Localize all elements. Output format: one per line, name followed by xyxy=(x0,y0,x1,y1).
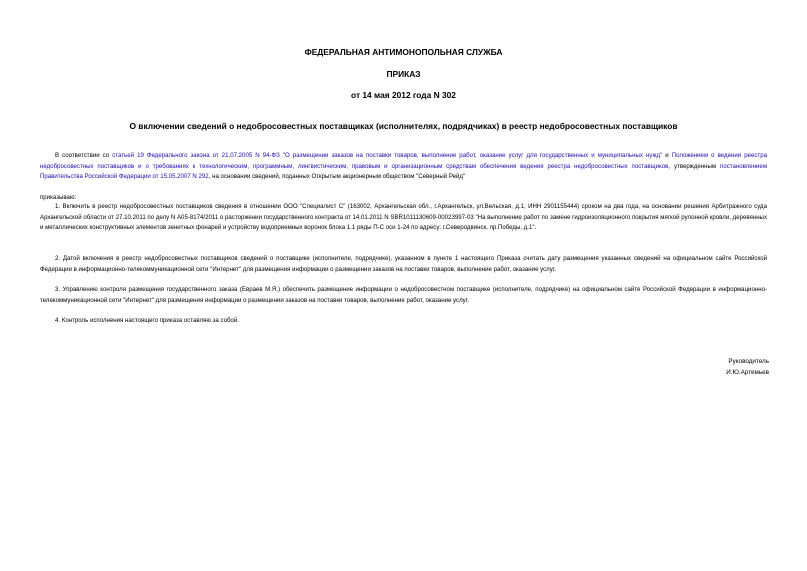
intro-text-1: В соответствии со xyxy=(55,152,113,159)
intro-text-2: и xyxy=(662,152,672,159)
document-type: ПРИКАЗ xyxy=(386,69,421,79)
signature-block xyxy=(726,357,769,378)
order-item-4: 4. Контроль исполнения настоящего приказа оставляю за собой. xyxy=(55,317,239,324)
order-word: приказываю: xyxy=(40,194,77,201)
order-item-1: 1. Включить в реестр недобросовестных поставщиков сведения в отношении ООО "Специалист С" (163002, Архангельская обл., г.Архангельск, ул.Вельская, д.1, ИНН 2901155444) сроком на два года, на основании решения Арбитражного суда Архангельской области от 27.10.2011 по делу N А05-8174/2011 о расторжении государственного контракта от 14.01.2011 N SBR1011130609-00023997-03 "На выполнение работ по замене гидроизоляционного покрытия мягкой рулонной кровли, деревянных и металлических конструктивных элементов зенитных фонарей и устройству водоприемных воронок блока 1.1 ряды П-С оси 1-24 по адресу: г.Северодвинск, пр.Победы, д.1". xyxy=(40,203,767,232)
law-article-link[interactable]: статьей 19 Федерального закона от 21.07.2005 N 94-ФЗ "О размещении заказов на поставки товаров, выполнение работ, оказание услуг для государственных и муниципальных нужд" xyxy=(112,152,663,159)
document-title: О включении сведений о недобросовестных поставщиках (исполнителях, подрядчиках) в реестр недобросовестных поставщиков xyxy=(129,121,678,131)
signatory-name: И.Ю.Артемьев xyxy=(726,368,769,376)
intro-text-4: , на основании сведений, поданных Открытым акционерным обществом "Северный Рейд" xyxy=(208,173,466,181)
order-item-2: 2. Датой включения в реестр недобросовестных поставщиков сведений о поставщике (исполнителе, подрядчике), указанном в пункте 1 настоящего Приказа считать дату размещения указанных сведений на официальном сайте Российской Федерации в информационно-телекоммуникационной сети "Интернет" для размещения информации о размещении заказов на поставки товаров, выполнение работ, оказание услуг. xyxy=(40,255,767,273)
registry-regulation-link[interactable]: Положением о ведении реестра недобросовестных поставщиков и о требованиях к технологическим, программным, лингвистическим, правовым и организационным средствам обеспечения ведения реестра недобросовестных поставщиков xyxy=(40,152,767,170)
intro-paragraph xyxy=(40,151,767,183)
order-item-3: 3. Управлению контроля размещения государственного заказа (Евраев М.Я.) обеспечить размещение информации о недобросовестном поставщике (исполнителе, подрядчике) на официальном сайте Российской Федерации в информационно-телекоммуникационной сети "Интернет" для размещения информации о размещении заказов на поставки товаров, выполнение работ, оказание услуг. xyxy=(40,286,767,304)
intro-text-3: , утвержденным xyxy=(668,162,721,170)
signatory-position: Руководитель xyxy=(728,358,769,365)
document-date-number: от 14 мая 2012 года N 302 xyxy=(351,90,456,100)
government-decree-link[interactable]: постановлением Правительства Российской Федерации от 15.05.2007 N 292 xyxy=(40,162,768,181)
agency-name: ФЕДЕРАЛЬНАЯ АНТИМОНОПОЛЬНАЯ СЛУЖБА xyxy=(304,47,503,57)
